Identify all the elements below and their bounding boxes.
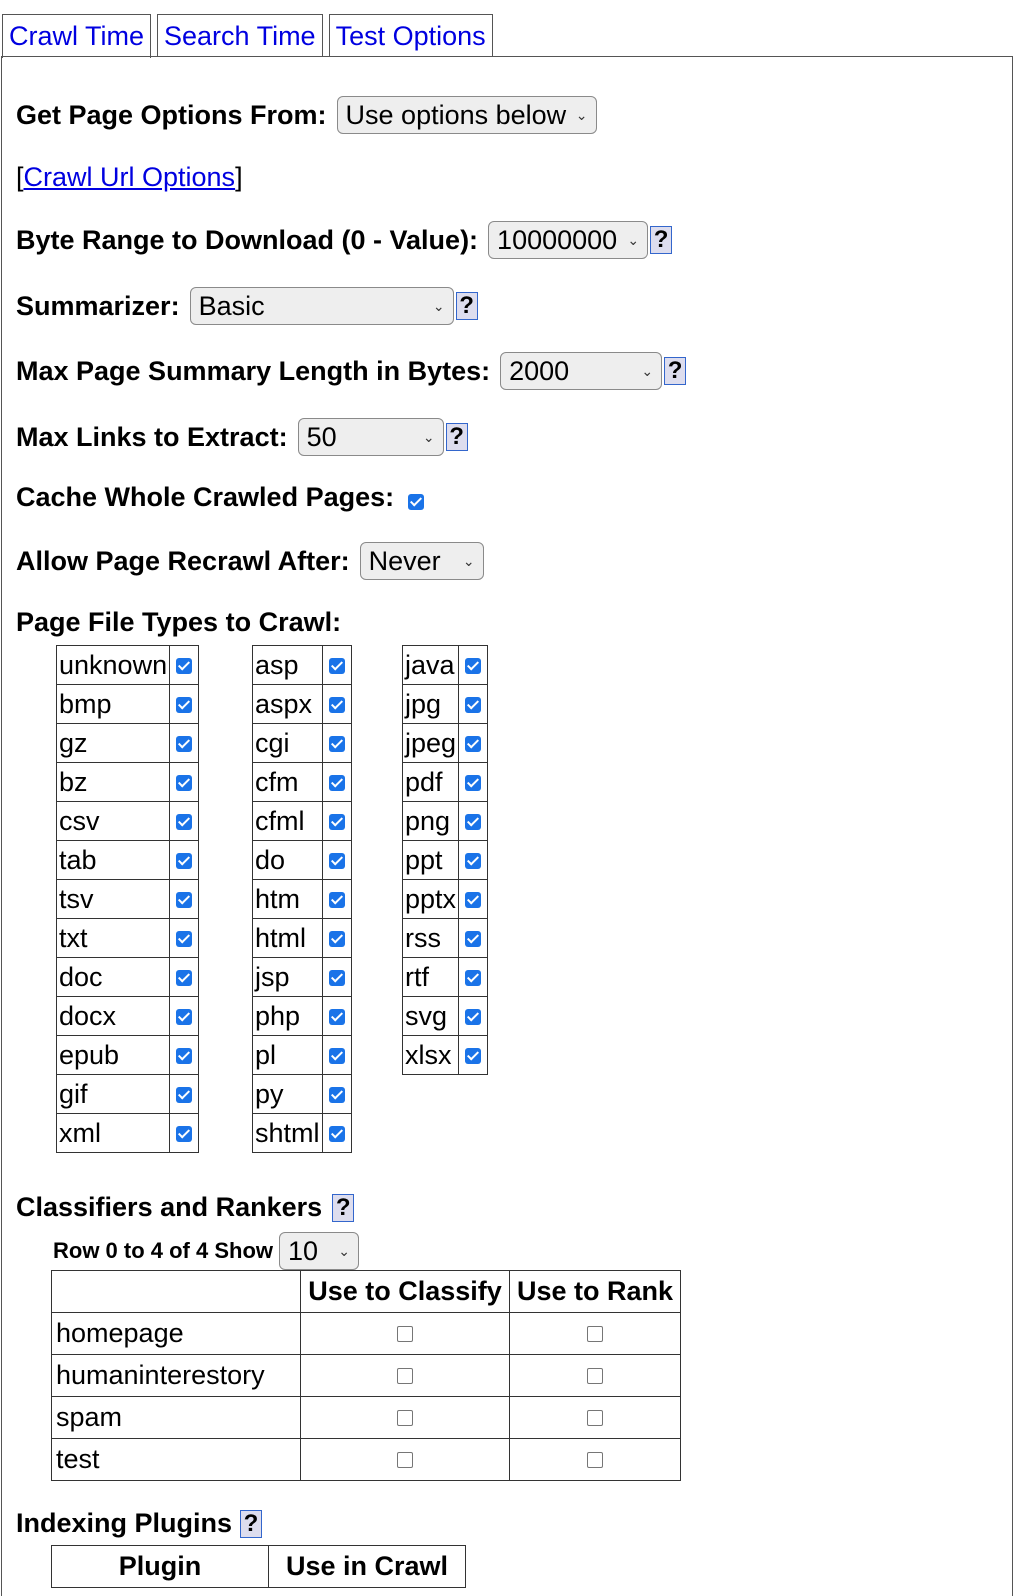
file-type-name: xml — [57, 1114, 170, 1153]
classify-checkbox[interactable] — [397, 1326, 413, 1342]
table-row — [52, 1313, 681, 1355]
table-row — [253, 919, 352, 958]
rank-checkbox[interactable] — [587, 1410, 603, 1426]
help-icon[interactable]: ? — [650, 226, 672, 254]
file-type-name: pdf — [403, 763, 459, 802]
table-row — [57, 646, 199, 685]
file-type-name: php — [253, 997, 323, 1036]
bracket-close: ] — [235, 162, 243, 192]
file-type-name: docx — [57, 997, 170, 1036]
summarizer-value: Basic — [198, 290, 265, 321]
file-type-checkbox[interactable] — [465, 814, 481, 830]
recrawl-select[interactable] — [360, 542, 484, 580]
file-type-name: shtml — [253, 1114, 323, 1153]
table-row — [57, 763, 199, 802]
page-size-select[interactable] — [279, 1232, 359, 1270]
classifier-name: homepage — [52, 1313, 301, 1355]
options-from-select[interactable] — [337, 96, 597, 134]
recrawl-label: Allow Page Recrawl After: — [16, 545, 350, 576]
page-size-value: 10 — [288, 1235, 319, 1266]
table-row — [253, 685, 352, 724]
byte-range-value: 10000000 — [497, 224, 618, 255]
file-type-checkbox[interactable] — [329, 970, 345, 986]
crawl-url-options-row — [16, 162, 243, 193]
table-row — [253, 1036, 352, 1075]
table-row — [403, 841, 488, 880]
plugins-row — [16, 1508, 262, 1539]
classify-checkbox[interactable] — [397, 1368, 413, 1384]
cache-whole-row — [16, 482, 424, 513]
table-row — [57, 958, 199, 997]
file-type-checkbox[interactable] — [329, 1087, 345, 1103]
table-row — [57, 1114, 199, 1153]
file-type-checkbox[interactable] — [176, 931, 192, 947]
file-type-checkbox[interactable] — [329, 1009, 345, 1025]
table-row — [52, 1355, 681, 1397]
table-header-row — [52, 1546, 466, 1588]
file-types-table-1 — [56, 645, 199, 1153]
file-type-name: htm — [253, 880, 323, 919]
table-row — [403, 880, 488, 919]
tab-crawl-time[interactable]: Crawl Time — [2, 14, 151, 58]
file-type-name: tsv — [57, 880, 170, 919]
file-type-name: pl — [253, 1036, 323, 1075]
column-header-use-in-crawl: Use in Crawl — [269, 1546, 466, 1588]
file-type-checkbox[interactable] — [176, 814, 192, 830]
file-type-checkbox[interactable] — [176, 658, 192, 674]
table-row — [253, 997, 352, 1036]
table-row — [57, 919, 199, 958]
file-type-name: bmp — [57, 685, 170, 724]
byte-range-select[interactable] — [488, 221, 648, 259]
summarizer-row — [16, 287, 478, 325]
classifiers-table — [51, 1270, 681, 1481]
classify-checkbox[interactable] — [397, 1452, 413, 1468]
max-links-row — [16, 418, 468, 456]
plugins-label: Indexing Plugins — [16, 1508, 233, 1538]
max-links-value: 50 — [306, 421, 337, 452]
file-type-checkbox[interactable] — [465, 775, 481, 791]
column-header-name — [52, 1271, 301, 1313]
file-type-name: xlsx — [403, 1036, 459, 1075]
tab-search-time[interactable]: Search Time — [157, 14, 323, 56]
help-icon[interactable]: ? — [664, 357, 686, 385]
file-type-name: tab — [57, 841, 170, 880]
file-type-checkbox[interactable] — [329, 1048, 345, 1064]
column-header-classify: Use to Classify — [301, 1271, 510, 1313]
file-type-name: gif — [57, 1075, 170, 1114]
chevron-down-icon: ⌄ — [422, 428, 435, 445]
summarizer-select[interactable] — [190, 287, 454, 325]
file-type-name: csv — [57, 802, 170, 841]
max-summary-label: Max Page Summary Length in Bytes: — [16, 355, 491, 386]
file-type-checkbox[interactable] — [465, 697, 481, 713]
table-row — [57, 724, 199, 763]
file-type-checkbox[interactable] — [329, 697, 345, 713]
file-type-checkbox[interactable] — [329, 658, 345, 674]
table-row — [403, 802, 488, 841]
cache-whole-checkbox[interactable] — [408, 494, 424, 510]
file-type-checkbox[interactable] — [465, 931, 481, 947]
max-links-label: Max Links to Extract: — [16, 421, 288, 452]
file-type-checkbox[interactable] — [176, 736, 192, 752]
pager-text: Row 0 to 4 of 4 Show — [53, 1238, 274, 1263]
file-type-name: cfm — [253, 763, 323, 802]
table-row — [57, 880, 199, 919]
file-type-name: svg — [403, 997, 459, 1036]
file-type-checkbox[interactable] — [465, 736, 481, 752]
table-row — [403, 997, 488, 1036]
classifier-name: spam — [52, 1397, 301, 1439]
file-type-checkbox[interactable] — [329, 853, 345, 869]
file-type-checkbox[interactable] — [176, 775, 192, 791]
table-row — [253, 1075, 352, 1114]
classifier-name: test — [52, 1439, 301, 1481]
file-type-name: png — [403, 802, 459, 841]
file-type-name: cgi — [253, 724, 323, 763]
file-type-name: ppt — [403, 841, 459, 880]
file-type-checkbox[interactable] — [176, 1048, 192, 1064]
max-summary-value: 2000 — [509, 355, 570, 386]
table-row — [57, 1036, 199, 1075]
file-type-name: epub — [57, 1036, 170, 1075]
options-from-label: Get Page Options From: — [16, 99, 327, 130]
classifiers-pager — [53, 1232, 359, 1270]
file-types-table-3 — [402, 645, 488, 1075]
file-type-name: py — [253, 1075, 323, 1114]
chevron-down-icon: ⌄ — [627, 231, 640, 248]
file-type-name: rtf — [403, 958, 459, 997]
rank-checkbox[interactable] — [587, 1452, 603, 1468]
file-type-name: jpg — [403, 685, 459, 724]
file-type-name: unknown — [57, 646, 170, 685]
table-row — [253, 1114, 352, 1153]
bracket-open: [ — [16, 162, 24, 192]
file-type-checkbox[interactable] — [465, 970, 481, 986]
options-from-row — [16, 96, 597, 134]
help-icon[interactable]: ? — [446, 423, 468, 451]
table-row — [57, 841, 199, 880]
classifier-name: humaninterestory — [52, 1355, 301, 1397]
tab-bar — [2, 14, 493, 58]
file-type-checkbox[interactable] — [176, 1126, 192, 1142]
max-summary-row — [16, 352, 686, 390]
file-type-name: jsp — [253, 958, 323, 997]
file-type-checkbox[interactable] — [176, 1087, 192, 1103]
table-row — [57, 1075, 199, 1114]
classifiers-label: Classifiers and Rankers — [16, 1192, 323, 1222]
recrawl-row — [16, 542, 484, 580]
file-type-checkbox[interactable] — [176, 970, 192, 986]
file-type-checkbox[interactable] — [329, 736, 345, 752]
file-type-name: jpeg — [403, 724, 459, 763]
table-row — [403, 724, 488, 763]
file-type-name: gz — [57, 724, 170, 763]
table-row — [403, 919, 488, 958]
table-row — [57, 997, 199, 1036]
column-header-plugin: Plugin — [52, 1546, 269, 1588]
file-type-checkbox[interactable] — [465, 853, 481, 869]
file-type-name: do — [253, 841, 323, 880]
file-type-name: rss — [403, 919, 459, 958]
summarizer-label: Summarizer: — [16, 290, 180, 321]
classifiers-row — [16, 1192, 354, 1223]
column-header-rank: Use to Rank — [510, 1271, 681, 1313]
file-type-name: aspx — [253, 685, 323, 724]
file-type-name: java — [403, 646, 459, 685]
max-summary-select[interactable] — [500, 352, 662, 390]
cache-whole-label: Cache Whole Crawled Pages: — [16, 482, 395, 512]
table-row — [403, 763, 488, 802]
file-type-checkbox[interactable] — [329, 775, 345, 791]
crawl-url-options-link[interactable]: Crawl Url Options — [23, 162, 236, 192]
table-row — [403, 1036, 488, 1075]
table-row — [403, 646, 488, 685]
file-type-name: html — [253, 919, 323, 958]
file-type-checkbox[interactable] — [176, 892, 192, 908]
file-type-checkbox[interactable] — [176, 697, 192, 713]
file-type-name: asp — [253, 646, 323, 685]
file-type-checkbox[interactable] — [329, 892, 345, 908]
table-row — [253, 802, 352, 841]
table-row — [403, 685, 488, 724]
rank-checkbox[interactable] — [587, 1326, 603, 1342]
table-row — [57, 685, 199, 724]
table-row — [253, 763, 352, 802]
plugins-table — [51, 1545, 466, 1588]
file-type-name: txt — [57, 919, 170, 958]
table-row — [253, 958, 352, 997]
table-row — [253, 646, 352, 685]
file-type-checkbox[interactable] — [329, 931, 345, 947]
file-type-name: pptx — [403, 880, 459, 919]
tab-test-options[interactable]: Test Options — [329, 14, 493, 56]
file-type-checkbox[interactable] — [465, 658, 481, 674]
file-type-checkbox[interactable] — [329, 814, 345, 830]
help-icon[interactable]: ? — [240, 1510, 262, 1538]
file-type-checkbox[interactable] — [176, 853, 192, 869]
table-row — [57, 802, 199, 841]
rank-checkbox[interactable] — [587, 1368, 603, 1384]
byte-range-row — [16, 221, 672, 259]
help-icon[interactable]: ? — [332, 1194, 354, 1222]
file-type-checkbox[interactable] — [465, 892, 481, 908]
file-type-checkbox[interactable] — [176, 1009, 192, 1025]
max-links-select[interactable] — [298, 418, 444, 456]
file-type-checkbox[interactable] — [465, 1009, 481, 1025]
chevron-down-icon: ⌄ — [432, 297, 445, 314]
table-row — [403, 958, 488, 997]
table-row — [253, 880, 352, 919]
file-type-name: bz — [57, 763, 170, 802]
options-from-value: Use options below — [345, 99, 567, 130]
file-type-name: doc — [57, 958, 170, 997]
file-types-row — [16, 607, 341, 638]
classify-checkbox[interactable] — [397, 1410, 413, 1426]
file-types-label: Page File Types to Crawl: — [16, 607, 342, 637]
chevron-down-icon: ⌄ — [641, 362, 654, 379]
table-row — [253, 724, 352, 763]
chevron-down-icon: ⌄ — [462, 552, 475, 569]
file-type-checkbox[interactable] — [329, 1126, 345, 1142]
byte-range-label: Byte Range to Download (0 - Value): — [16, 224, 479, 255]
file-type-checkbox[interactable] — [465, 1048, 481, 1064]
chevron-down-icon: ⌄ — [338, 1242, 351, 1259]
file-type-name: cfml — [253, 802, 323, 841]
table-row — [253, 841, 352, 880]
file-types-table-2 — [252, 645, 352, 1153]
table-header-row — [52, 1271, 681, 1313]
table-row — [52, 1439, 681, 1481]
help-icon[interactable]: ? — [456, 292, 478, 320]
table-row — [52, 1397, 681, 1439]
chevron-down-icon: ⌄ — [575, 106, 588, 123]
recrawl-value: Never — [368, 545, 441, 576]
